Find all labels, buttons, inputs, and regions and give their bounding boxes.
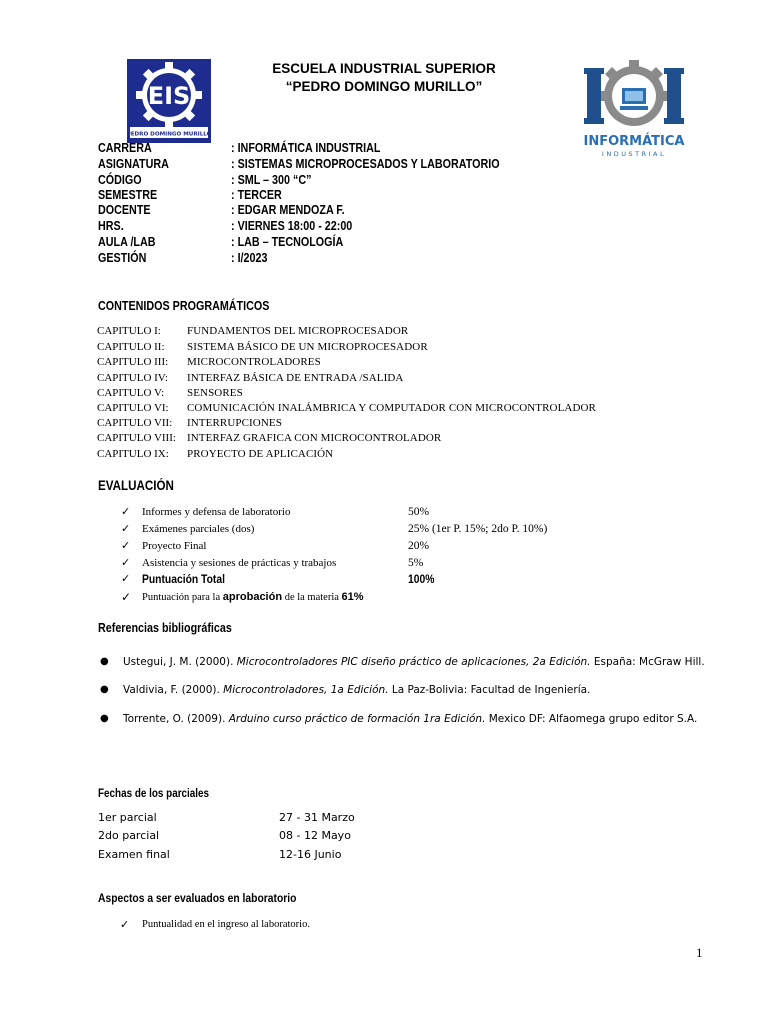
references-heading: Referencias bibliográficas xyxy=(98,621,232,635)
lab-item-text: Puntualidad en el ingreso al laboratorio. xyxy=(142,919,310,930)
evaluation-label: Proyecto Final xyxy=(142,540,207,552)
exams-heading: Fechas de los parciales xyxy=(98,788,210,800)
exam-date: 08 - 12 Mayo xyxy=(279,829,351,842)
reference-publisher: Mexico DF: Alfaomega grupo editor S.A. xyxy=(485,713,698,725)
reference-publisher: España: McGraw Hill. xyxy=(590,656,705,668)
reference-text xyxy=(123,684,590,696)
check-icon: ✓ xyxy=(120,918,130,931)
check-icon: ✓ xyxy=(121,556,131,569)
chapter-number: CAPITULO VII: xyxy=(97,417,173,429)
check-icon: ✓ xyxy=(121,572,131,585)
info-value: : VIERNES 18:00 - 22:00 xyxy=(231,219,353,233)
info-value: : SML – 300 “C” xyxy=(231,173,312,187)
info-value: : TERCER xyxy=(231,188,282,202)
reference-title: Microcontroladores, 1a Edición. xyxy=(223,684,389,696)
info-label: SEMESTRE xyxy=(98,188,158,202)
info-value: : I/2023 xyxy=(231,251,268,265)
chapter-name: INTERRUPCIONES xyxy=(187,417,282,429)
exam-date: 12-16 Junio xyxy=(279,848,342,861)
school-logo xyxy=(127,59,211,143)
exam-label: Examen final xyxy=(98,848,170,861)
info-label: AULA /LAB xyxy=(98,235,156,249)
reference-publisher: La Paz-Bolivia: Facultad de Ingeniería. xyxy=(388,684,591,696)
chapter-number: CAPITULO II: xyxy=(97,341,165,353)
chapter-number: CAPITULO VIII: xyxy=(97,432,176,444)
reference-title: Arduino curso práctico de formación 1ra Edición. xyxy=(228,713,486,725)
evaluation-percent: 25% (1er P. 15%; 2do P. 10%) xyxy=(408,523,548,535)
chapter-name: PROYECTO DE APLICACIÓN xyxy=(187,448,334,460)
info-value: : INFORMÁTICA INDUSTRIAL xyxy=(231,141,381,155)
chapter-name: COMUNICACIÓN INALÁMBRICA Y COMPUTADOR CON MICROCONTROLADOR xyxy=(187,402,596,414)
approval-mid: de la materia xyxy=(282,592,342,603)
chapter-name: SISTEMA BÁSICO DE UN MICROPROCESADOR xyxy=(187,341,428,353)
exam-label: 2do parcial xyxy=(98,829,160,842)
chapter-number: CAPITULO I: xyxy=(97,325,161,337)
evaluation-label: Asistencia y sesiones de prácticas y trabajos xyxy=(142,557,337,569)
reference-title: Microcontroladores PIC diseño práctico de aplicaciones, 2a Edición. xyxy=(236,656,591,668)
evaluation-label: Exámenes parciales (dos) xyxy=(142,523,255,535)
page-number: 1 xyxy=(696,945,703,960)
reference-author: Valdivia, F. (2000). xyxy=(123,684,224,696)
check-icon: ✓ xyxy=(121,539,131,552)
bullet-icon: ● xyxy=(100,684,109,695)
info-value: : LAB – TECNOLOGÍA xyxy=(231,235,344,249)
chapter-name: INTERFAZ BÁSICA DE ENTRADA /SALIDA xyxy=(187,372,404,384)
approval-pct: 61% xyxy=(341,591,364,603)
info-label: ASIGNATURA xyxy=(98,157,169,171)
informatica-logo xyxy=(582,60,686,160)
chapter-number: CAPITULO V: xyxy=(97,387,165,399)
info-label: CÓDIGO xyxy=(98,173,142,187)
chapter-name: FUNDAMENTOS DEL MICROPROCESADOR xyxy=(187,325,409,337)
exam-date: 27 - 31 Marzo xyxy=(279,811,355,824)
chapter-number: CAPITULO VI: xyxy=(97,402,169,414)
check-icon: ✓ xyxy=(121,505,131,518)
chapter-number: CAPITULO III: xyxy=(97,356,169,368)
evaluation-percent: 5% xyxy=(408,557,424,569)
info-label: DOCENTE xyxy=(98,203,151,217)
chapter-name: INTERFAZ GRAFICA CON MICROCONTROLADOR xyxy=(187,432,442,444)
info-label: HRS. xyxy=(98,219,124,233)
evaluation-percent: 50% xyxy=(408,506,430,518)
info-value: : EDGAR MENDOZA F. xyxy=(231,203,345,217)
evaluation-percent: 20% xyxy=(408,540,430,552)
reference-text xyxy=(123,713,697,725)
check-icon: ✓ xyxy=(121,522,131,535)
bullet-icon: ● xyxy=(100,656,109,667)
school-name: ESCUELA INDUSTRIAL SUPERIOR xyxy=(272,61,496,76)
evaluation-label: Informes y defensa de laboratorio xyxy=(142,506,291,518)
info-value: : SISTEMAS MICROPROCESADOS Y LABORATORIO xyxy=(231,157,500,171)
approval-bold: aprobación xyxy=(222,591,283,603)
informatica-logo-text: INFORMÁTICA xyxy=(583,134,685,149)
info-label: GESTIÓN xyxy=(98,251,147,265)
check-icon: ✓ xyxy=(121,590,132,604)
school-logo-text: PEDRO DOMINGO MURILLO xyxy=(127,131,211,138)
exam-label: 1er parcial xyxy=(98,811,157,824)
chapter-name: MICROCONTROLADORES xyxy=(187,356,321,368)
chapter-number: CAPITULO IV: xyxy=(97,372,168,384)
evaluation-label: Puntuación Total xyxy=(142,572,225,586)
bullet-icon: ● xyxy=(100,713,109,724)
reference-author: Torrente, O. (2009). xyxy=(123,713,229,725)
lab-heading: Aspectos a ser evaluados en laboratorio xyxy=(98,891,297,905)
approval-pre: Puntuación para la xyxy=(142,592,223,603)
evaluation-heading: EVALUACIÓN xyxy=(98,478,174,493)
contents-heading: CONTENIDOS PROGRAMÁTICOS xyxy=(98,299,270,313)
evaluation-percent: 100% xyxy=(408,572,435,586)
reference-author: Ustegui, J. M. (2000). xyxy=(123,656,237,668)
informatica-logo-sub: INDUSTRIAL xyxy=(601,150,667,158)
chapter-name: SENSORES xyxy=(187,387,243,399)
school-subtitle: “PEDRO DOMINGO MURILLO” xyxy=(285,79,483,94)
svg-text:EIS: EIS xyxy=(147,82,191,110)
reference-text xyxy=(123,656,705,668)
chapter-number: CAPITULO IX: xyxy=(97,448,169,460)
info-label: CARRERA xyxy=(98,141,152,155)
